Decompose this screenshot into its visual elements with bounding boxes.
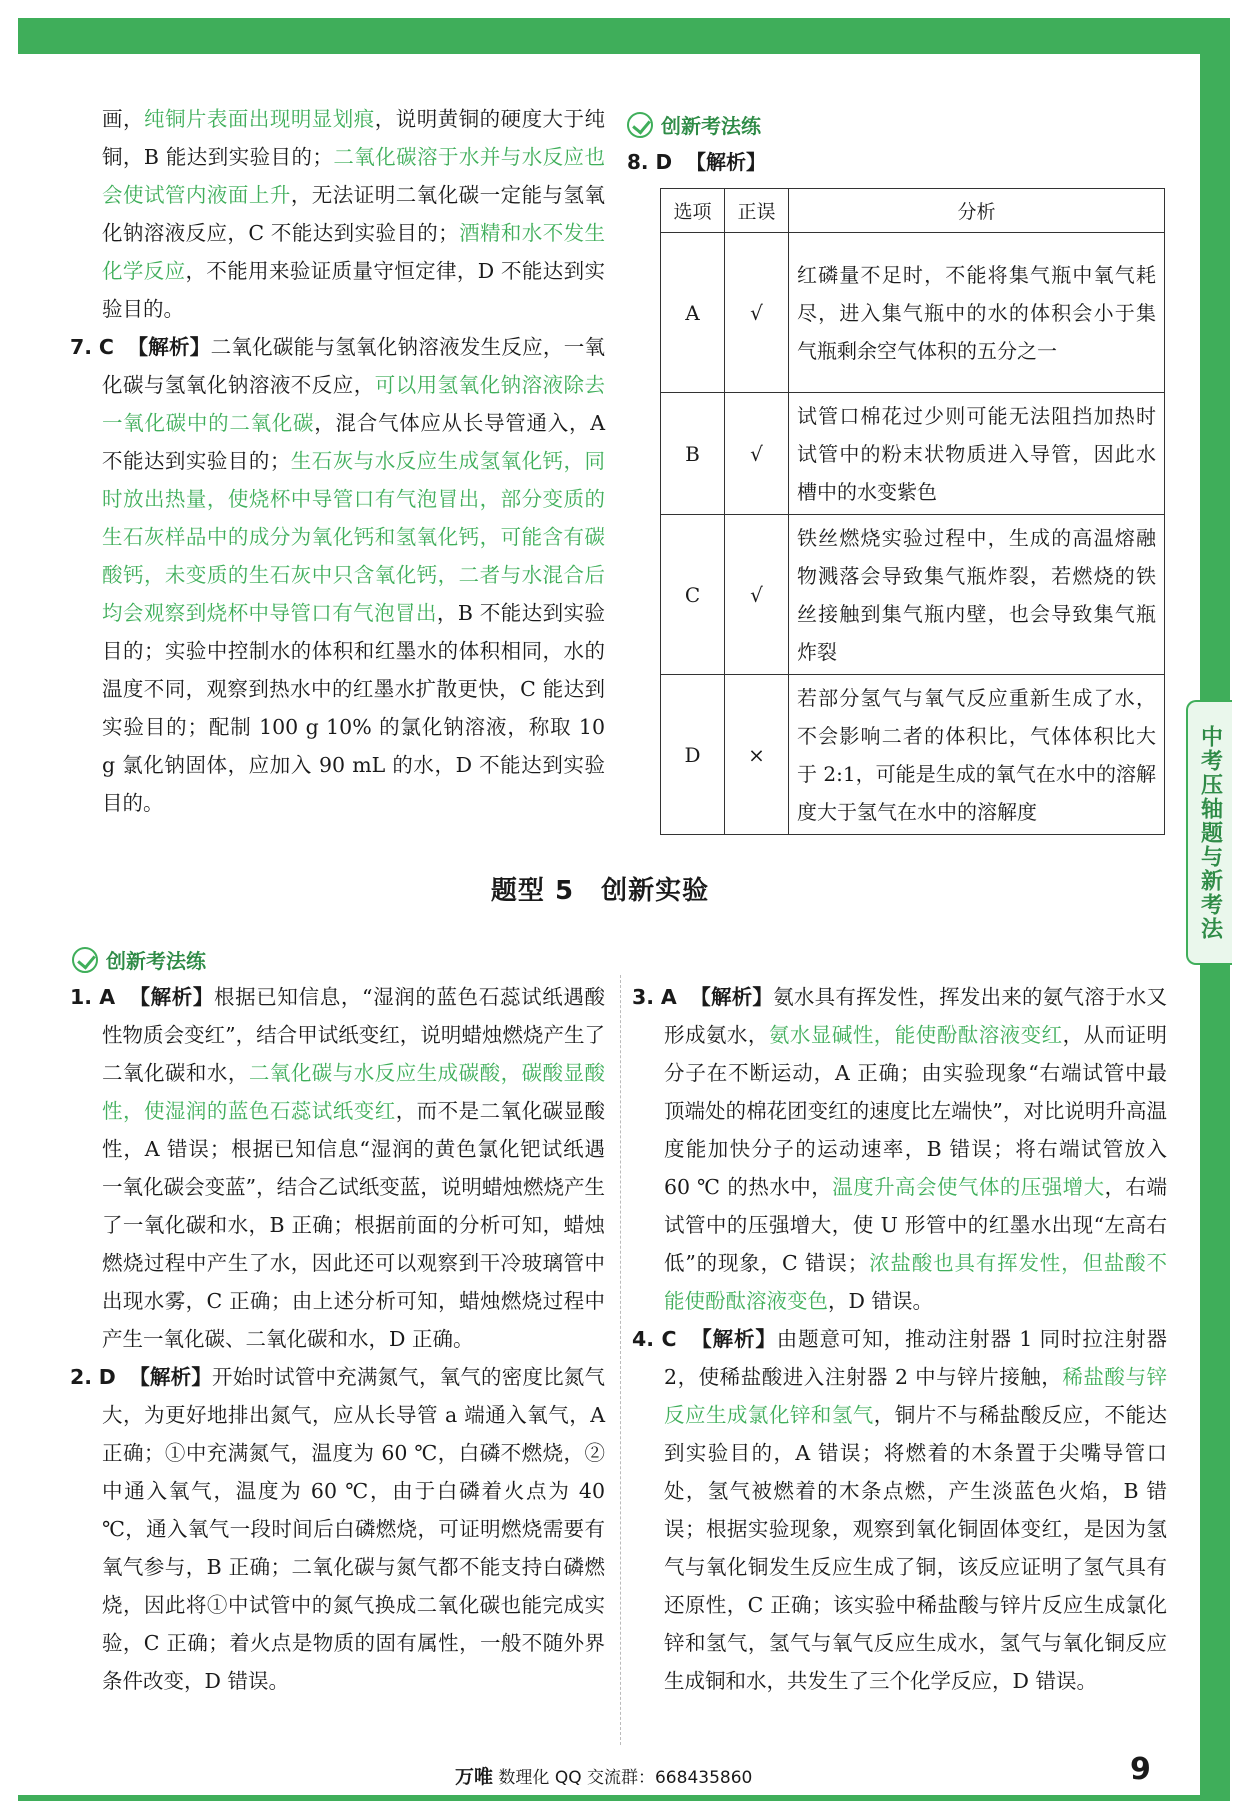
table-cell-text: 试管口棉花过少则可能无法阻挡加热时试管中的粉末状物质进入导管，因此水槽中的水变紫色 (789, 393, 1165, 515)
question-number: 4. (632, 1327, 655, 1351)
column-header: 分析 (789, 189, 1165, 233)
section-heading-bottom-left: 创新考法练 (72, 945, 206, 974)
highlight-text: 稀盐酸与锌反应生成氯化锌和氢气 (664, 1365, 1168, 1427)
table-cell-text: 红磷量不足时，不能将集气瓶中氧气耗尽，进入集气瓶中的水的体积会小于集气瓶剩余空气体积的五分之一 (789, 233, 1165, 393)
question-number: 1. (70, 985, 93, 1009)
column-header: 正误 (725, 189, 789, 233)
question-number: 3. (632, 985, 655, 1009)
table-cell-option: A (661, 233, 725, 393)
table-cell-option: C (661, 515, 725, 675)
side-tab-label: 中考压轴题与新考法 (1197, 724, 1223, 941)
question-number: 8. (627, 150, 649, 174)
highlight-text: 二氧化碳溶于水并与水反应也会使试管内液面上升 (102, 145, 605, 207)
table-cell-text: 若部分氢气与氧气反应重新生成了水，不会影响二者的体积比，气体体积比大于 2:1，可能是生成的氧气在水中的溶解度大于氢气在水中的溶解度 (789, 675, 1165, 835)
brand-logo: 万唯 (455, 1766, 494, 1788)
table-row (661, 675, 1165, 835)
highlight-text: 生石灰与水反应生成氢氧化钙，同时放出热量，使烧杯中导管口有气泡冒出，部分变质的生石灰样品中的成分为氧化钙和氢氧化钙，可能含有碳酸钙，未变质的生石灰中只含氧化钙，二者与水混合后均会观察到烧杯中导管口有气泡冒出 (102, 449, 606, 625)
analysis-tag: 【解析】 (690, 985, 774, 1009)
check-circle-icon (627, 112, 653, 138)
bottom-green-bar (18, 1795, 1230, 1801)
table-cell-mark: √ (725, 515, 789, 675)
highlight-text: 二氧化碳与水反应生成碳酸，碳酸显酸性，使湿润的蓝色石蕊试纸变红 (102, 1061, 606, 1123)
question-3: 3. A 【解析】氨水具有挥发性，挥发出来的氨气溶于水又形成氨水，氨水显碱性，能使酚酞溶液变红，从而证明分子在不断运动，A 正确；由实验现象“右端试管中最顶端处的棉花团变红的速度比左端快”，对比说明升高温度能加快分子的运动速率，B 错误；将右端试管放入 60 ℃ 的热水中，温度升高会使气体的压强增大，右端试管中的压强增大，使 U 形管中的红墨水出现“左高右低”的现象，C 错误；浓盐酸也具有挥发性，但盐酸不能使酚酞溶液变色，D 错误。 (632, 985, 1168, 1313)
section-heading-top-right: 创新考法练 (627, 110, 761, 139)
highlight-text: 温度升高会使气体的压强增大 (832, 1175, 1105, 1199)
table-cell-option: B (661, 393, 725, 515)
analysis-tag: 【解析】 (129, 985, 214, 1009)
check-circle-icon (72, 947, 98, 973)
highlight-text: 纯铜片表面出现明显划痕 (143, 107, 375, 131)
column-divider (620, 975, 621, 1745)
analysis-table (660, 188, 1165, 835)
question-4: 4. C 【解析】由题意可知，推动注射器 1 同时拉注射器 2，使稀盐酸进入注射器 2 中与锌片接触，稀盐酸与锌反应生成氯化锌和氢气，铜片不与稀盐酸反应，不能达到实验目的，A 错误；将燃着的木条置于尖嘴导管口处，氢气被燃着的木条点燃，产生淡蓝色火焰，B 错误；根据实验现象，观察到氧化铜固体变红，是因为氢气与氧化铜发生反应生成了铜，该反应证明了氢气具有还原性，C 正确；该实验中稀盐酸与锌片反应生成氯化锌和氢气，氢气与氧气反应生成水，氢气与氧化铜反应生成铜和水，共发生了三个化学反应，D 错误。 (632, 1327, 1168, 1693)
top-green-bar (18, 18, 1230, 54)
question-8-heading (627, 146, 766, 175)
question-7: 7. C 【解析】二氧化碳能与氢氧化钠溶液发生反应，一氧化碳与氢氧化钠溶液不反应，可以用氢氧化钠溶液除去一氧化碳中的二氧化碳，混合气体应从长导管通入，A 不能达到实验目的；生石灰与水反应生成氢氧化钙，同时放出热量，使烧杯中导管口有气泡冒出，部分变质的生石灰样品中的成分为氧化钙和氢氧化钙，可能含有碳酸钙，未变质的生石灰中只含氧化钙，二者与水混合后均会观察到烧杯中导管口有气泡冒出，B 不能达到实验目的；实验中控制水的体积和红墨水的体积相同，水的温度不同，观察到热水中的红墨水扩散更快，C 能达到实验目的；配制 100 g 10% 的氯化钠溶液，称取 10 g 氯化钠固体，应加入 90 mL 的水，D 不能达到实验目的。 (70, 335, 606, 815)
table-cell-option: D (661, 675, 725, 835)
table-row (661, 233, 1165, 393)
question-number: 2. (70, 1365, 93, 1389)
section-title: 题型 5 创新实验 (490, 876, 710, 906)
highlight-text: 氨水显碱性，能使酚酞溶液变红 (768, 1023, 1063, 1047)
paragraph-continued: 画，纯铜片表面出现明显划痕，说明黄铜的硬度大于纯铜，B 能达到实验目的；二氧化碳溶于水并与水反应也会使试管内液面上升，无法证明二氧化碳一定能与氢氧化钠溶液反应，C 不能达到实验目的；酒精和水不发生化学反应，不能用来验证质量守恒定律，D 不能达到实验目的。 (102, 107, 606, 321)
question-2: 2. D 【解析】开始时试管中充满氮气，氧气的密度比氮气大，为更好地排出氮气，应从长导管 a 端通入氧气，A 正确；①中充满氮气，温度为 60 ℃，白磷不燃烧，②中通入氧气，温度为 60 ℃，由于白磷着火点为 40 ℃，通入氧气一段时间后白磷燃烧，可证明燃烧需要有氧气参与，B 正确；二氧化碳与氮气都不能支持白磷燃烧，因此将①中试管中的氮气换成二氧化碳也能完成实验，C 正确；着火点是物质的固有属性，一般不随外界条件改变，D 错误。 (70, 1365, 605, 1693)
answer-letter: C (661, 1327, 677, 1351)
analysis-tag: 【解析】 (127, 335, 211, 359)
highlight-text: 浓盐酸也具有挥发性，但盐酸不能使酚酞溶液变色 (664, 1251, 1168, 1313)
question-number: 7. (70, 335, 93, 359)
table-cell-text: 铁丝燃烧实验过程中，生成的高温熔融物溅落会导致集气瓶炸裂，若燃烧的铁丝接触到集气瓶内壁，也会导致集气瓶炸裂 (789, 515, 1165, 675)
footer-text: 数理化 QQ 交流群：668435860 (498, 1768, 753, 1788)
highlight-text: 酒精和水不发生化学反应 (102, 221, 606, 283)
table-header-row (661, 189, 1165, 233)
bottom-right-column (632, 978, 1167, 1700)
bottom-left-column (70, 978, 605, 1700)
question-1: 1. A 【解析】根据已知信息，“湿润的蓝色石蕊试纸遇酸性物质会变红”，结合甲试纸变红，说明蜡烛燃烧产生了二氧化碳和水，二氧化碳与水反应生成碳酸，碳酸显酸性，使湿润的蓝色石蕊试纸变红，而不是二氧化碳显酸性，A 错误；根据已知信息“湿润的黄色氯化钯试纸遇一氧化碳会变蓝”，结合乙试纸变蓝，说明蜡烛燃烧产生了一氧化碳和水，B 正确；根据前面的分析可知，蜡烛燃烧过程中产生了水，因此还可以观察到干冷玻璃管中出现水雾，C 正确；由上述分析可知，蜡烛燃烧过程中产生一氧化碳、二氧化碳和水，D 正确。 (70, 985, 606, 1351)
table-row (661, 515, 1165, 675)
answer-letter: A (99, 985, 116, 1009)
answer-letter: D (98, 1365, 116, 1389)
answer-letter: D (655, 150, 673, 174)
analysis-tag: 【解析】 (686, 150, 767, 174)
side-chapter-tab[interactable] (1186, 700, 1232, 965)
footer (455, 1762, 752, 1789)
highlight-text: 可以用氢氧化钠溶液除去一氧化碳中的二氧化碳 (102, 373, 606, 435)
analysis-tag: 【解析】 (129, 1365, 213, 1389)
page-number: 9 (1130, 1752, 1151, 1787)
table-row (661, 393, 1165, 515)
answer-letter: C (98, 335, 114, 359)
table-cell-mark: √ (725, 393, 789, 515)
table-cell-mark: √ (725, 233, 789, 393)
answer-letter: A (660, 985, 677, 1009)
top-left-column (70, 100, 605, 822)
column-header: 选项 (661, 189, 725, 233)
analysis-tag: 【解析】 (691, 1327, 777, 1351)
table-cell-mark: × (725, 675, 789, 835)
